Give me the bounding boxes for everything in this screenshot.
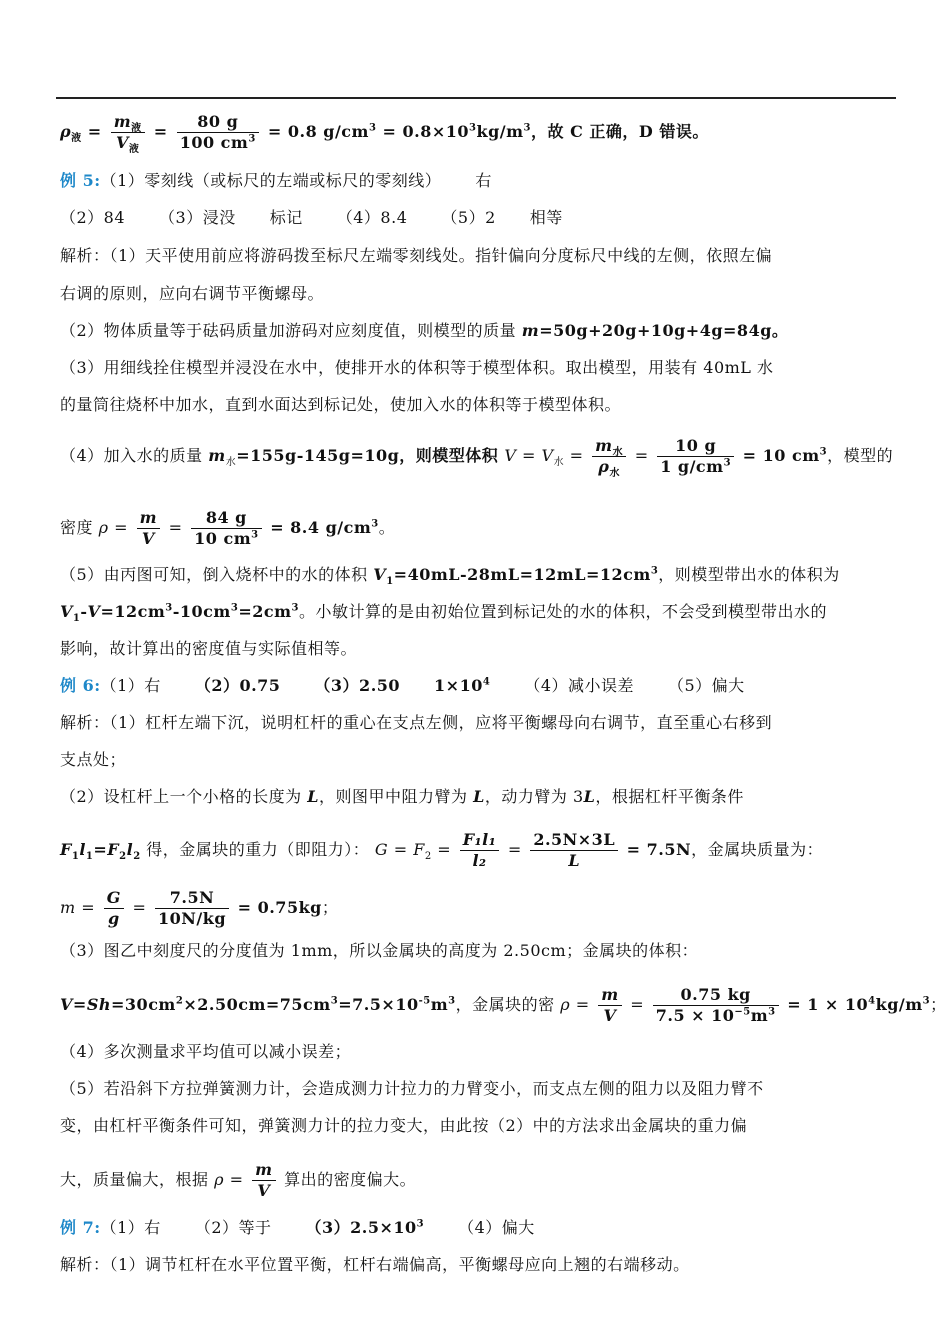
sup: 3 bbox=[230, 602, 239, 614]
text: 影响，故计算出的密度值与实际值相等。 bbox=[60, 639, 358, 658]
answer-item: （4）偏大 bbox=[458, 1218, 535, 1237]
formula-mass bbox=[60, 888, 338, 929]
text: 支点处； bbox=[60, 750, 127, 769]
paragraph bbox=[60, 1078, 764, 1100]
result: = 0.8×10 bbox=[376, 122, 470, 141]
den: V bbox=[257, 1181, 271, 1200]
text: 解析：（1）杠杆左端下沉，说明杠杆的重心在支点左侧，应将平衡螺母向右调节，直至重心右移到 bbox=[60, 713, 773, 732]
den: ρ bbox=[598, 457, 610, 476]
answer-text: 右 bbox=[475, 171, 492, 190]
formula-model-volume bbox=[60, 436, 894, 480]
paragraph bbox=[60, 749, 126, 771]
paragraph bbox=[60, 638, 357, 660]
example-7-answers bbox=[60, 1217, 535, 1239]
num: m bbox=[113, 112, 132, 131]
text: =2cm bbox=[238, 602, 292, 621]
paragraph bbox=[60, 712, 772, 734]
sup: -5 bbox=[418, 995, 431, 1007]
num-sub: 水 bbox=[612, 447, 624, 459]
text: = bbox=[72, 995, 87, 1014]
den-sub: 液 bbox=[128, 144, 140, 156]
var: m bbox=[208, 446, 226, 465]
text: -10cm bbox=[172, 602, 231, 621]
formula-model-density bbox=[60, 508, 395, 549]
var: V bbox=[373, 565, 387, 584]
fraction bbox=[104, 888, 124, 929]
answer-item: （3）2.5×10 bbox=[305, 1218, 417, 1237]
num: F₁l₁ bbox=[460, 830, 499, 851]
paragraph bbox=[60, 283, 324, 305]
sup: 4 bbox=[482, 676, 491, 688]
fraction bbox=[657, 436, 734, 477]
eq: = bbox=[132, 898, 153, 917]
fraction-values bbox=[177, 112, 259, 153]
example-label: 例 7: bbox=[60, 1218, 101, 1237]
var: Sh bbox=[86, 995, 112, 1014]
example-label: 例 5: bbox=[60, 171, 101, 190]
var: V bbox=[60, 995, 73, 1014]
example-5-answers bbox=[60, 207, 563, 229]
fraction bbox=[137, 508, 160, 549]
result-sup: 3 bbox=[922, 995, 931, 1007]
text: ，则模型带出水的体积为 bbox=[658, 565, 840, 584]
text: 解析：（1）天平使用前应将游码拨至标尺左端零刻线处。指针偏向分度标尺中线的左侧，依照左偏 bbox=[60, 246, 773, 265]
answer-text: （1）零刻线（或标尺的左端或标尺的零刻线） bbox=[100, 171, 442, 190]
answer-item: 标记 bbox=[269, 208, 303, 227]
eq: = bbox=[168, 518, 189, 537]
eq: = bbox=[87, 122, 102, 141]
result-sup: 3 bbox=[469, 122, 477, 134]
answer-item: （4）8.4 bbox=[336, 208, 408, 227]
num: 84 g bbox=[191, 508, 261, 529]
num: 10 g bbox=[657, 436, 734, 457]
text: ，则图甲中阻力臂为 bbox=[319, 787, 474, 806]
num: m bbox=[595, 436, 613, 455]
den: L bbox=[568, 851, 581, 870]
answer-item: （2）0.75 bbox=[194, 676, 281, 695]
text: =50g+20g+10g+4g=84g。 bbox=[539, 321, 789, 340]
text: （3）用细线拴住模型并浸没在水中，使排开水的体积等于模型体积。取出模型，用装有 40mL 水 bbox=[60, 358, 774, 377]
text: =30cm bbox=[111, 995, 176, 1014]
var-sub: 1 bbox=[386, 576, 394, 588]
text: ，根据杠杆平衡条件 bbox=[595, 787, 744, 806]
den: g bbox=[107, 909, 120, 928]
result: = 10 cm bbox=[742, 446, 820, 465]
var: L bbox=[583, 787, 596, 806]
var: V bbox=[541, 446, 554, 465]
text: ，动力臂为 3 bbox=[484, 787, 584, 806]
den: 100 cm bbox=[179, 133, 249, 152]
paragraph bbox=[60, 601, 827, 623]
sup: 3 bbox=[650, 565, 659, 577]
text: （2）设杠杆上一个小格的长度为 bbox=[60, 787, 308, 806]
result: kg/m bbox=[875, 995, 923, 1014]
answer-item: （3）2.50 bbox=[314, 676, 401, 695]
text: （5）由丙图可知，倒入烧杯中的水的体积 bbox=[60, 565, 374, 584]
var-sub: 2 bbox=[133, 851, 141, 863]
var: m bbox=[521, 321, 540, 340]
paragraph bbox=[60, 245, 772, 267]
var: F bbox=[60, 840, 72, 859]
sup: 3 bbox=[165, 602, 173, 614]
text: 算出的密度偏大。 bbox=[278, 1170, 417, 1189]
den-sup: 3 bbox=[251, 529, 259, 541]
example-5-answer bbox=[60, 170, 492, 192]
den-sup: −5 bbox=[734, 1006, 751, 1018]
var: l bbox=[126, 840, 134, 859]
result-sup: 3 bbox=[819, 446, 828, 458]
sup: 3 bbox=[448, 995, 456, 1007]
den: 10 cm bbox=[194, 529, 252, 548]
text: （4）加入水的质量 bbox=[60, 446, 209, 465]
den: 1 g/cm bbox=[660, 457, 724, 476]
var: G bbox=[374, 840, 389, 859]
var-sub: 1 bbox=[71, 851, 80, 863]
paragraph bbox=[60, 1115, 747, 1137]
eq: = bbox=[153, 122, 168, 141]
eq: = bbox=[224, 1170, 250, 1189]
sup: 3 bbox=[291, 602, 299, 614]
answer-item: （1）右 bbox=[100, 1218, 161, 1237]
var: ρ bbox=[214, 1170, 224, 1189]
var: m bbox=[60, 898, 76, 917]
result: = 8.4 g/cm bbox=[270, 518, 372, 537]
fraction-m-v bbox=[111, 112, 145, 156]
text: 右调的原则，应向右调节平衡螺母。 bbox=[60, 284, 325, 303]
var-sub: 水 bbox=[225, 457, 237, 469]
fraction bbox=[460, 830, 499, 871]
text: 。 bbox=[378, 518, 396, 537]
text: 。小敏计算的是由初始位置到标记处的水的体积，不会受到模型带出水的 bbox=[299, 602, 828, 621]
answer-item: （4）减小误差 bbox=[524, 676, 634, 695]
fraction bbox=[592, 436, 626, 480]
paragraph bbox=[60, 786, 744, 808]
den: l₂ bbox=[472, 851, 487, 870]
num: m bbox=[137, 508, 160, 529]
result-sup: 3 bbox=[523, 122, 531, 134]
paragraph bbox=[60, 394, 621, 416]
eq: = bbox=[564, 446, 590, 465]
var-sub: 2 bbox=[424, 851, 432, 863]
paragraph bbox=[60, 940, 698, 962]
result: = 7.5N bbox=[626, 840, 692, 859]
den: V bbox=[603, 1006, 617, 1025]
example-6-answers bbox=[60, 675, 745, 697]
sup: 2 bbox=[175, 995, 184, 1007]
num: 80 g bbox=[177, 112, 259, 133]
den: V bbox=[115, 133, 129, 152]
eq: = bbox=[507, 840, 528, 859]
answer-item: （2）84 bbox=[60, 208, 126, 227]
text: =7.5×10 bbox=[338, 995, 419, 1014]
fraction bbox=[598, 985, 621, 1026]
var: ρ bbox=[560, 995, 571, 1014]
text: 得，金属块的重力（即阻力）： bbox=[140, 840, 370, 859]
text: ； bbox=[321, 898, 339, 917]
fraction bbox=[191, 508, 261, 549]
formula-liquid-density bbox=[60, 112, 709, 156]
answer-item: 1×10 bbox=[434, 676, 483, 695]
text: 解析：（1）调节杠杆在水平位置平衡，杠杆右端偏高，平衡螺母应向上翘的右端移动。 bbox=[60, 1255, 690, 1274]
var: V bbox=[504, 446, 517, 465]
var: V bbox=[87, 602, 101, 621]
text: ，金属块质量为： bbox=[691, 840, 824, 859]
num: m bbox=[598, 985, 621, 1006]
paragraph bbox=[60, 564, 840, 586]
paragraph bbox=[60, 357, 774, 379]
eq: = bbox=[431, 840, 457, 859]
text: =155g-145g=10g，则模型体积 bbox=[236, 446, 505, 465]
result: = 0.75kg bbox=[237, 898, 322, 917]
result: kg/m bbox=[476, 122, 524, 141]
example-label: 例 6: bbox=[60, 676, 101, 695]
text: ，金属块的密 bbox=[455, 995, 561, 1014]
result: = 1 × 10 bbox=[787, 995, 869, 1014]
var-sub: 2 bbox=[119, 851, 127, 863]
paragraph bbox=[60, 1254, 690, 1276]
result-sup: 3 bbox=[368, 122, 377, 134]
rho-symbol: ρ bbox=[60, 122, 72, 141]
var-sub: 1 bbox=[85, 851, 94, 863]
conclusion: ，故 C 正确，D 错误。 bbox=[531, 122, 709, 141]
text: （5）若沿斜下方拉弹簧测力计，会造成测力计拉力的力臂变小，而支点左侧的阻力以及阻力臂不 bbox=[60, 1079, 764, 1098]
header-rule bbox=[56, 97, 896, 99]
text: （4）多次测量求平均值可以减小误差； bbox=[60, 1042, 352, 1061]
sup: 3 bbox=[330, 995, 339, 1007]
den-sub: 水 bbox=[609, 468, 620, 480]
text: 密度 bbox=[60, 518, 99, 537]
text: - bbox=[80, 602, 88, 621]
paragraph bbox=[60, 1041, 351, 1063]
text: （3）图乙中刻度尺的分度值为 1mm，所以金属块的高度为 2.50cm；金属块的体积： bbox=[60, 941, 699, 960]
den: V bbox=[141, 529, 155, 548]
den-sup: 3 bbox=[768, 1006, 776, 1018]
formula-density-metal bbox=[60, 985, 947, 1026]
num: 0.75 kg bbox=[653, 985, 779, 1006]
var: F bbox=[413, 840, 425, 859]
fraction bbox=[155, 888, 229, 929]
eq: = bbox=[75, 898, 101, 917]
den: m bbox=[750, 1006, 769, 1025]
text: （2）物体质量等于砝码质量加游码对应刻度值，则模型的质量 bbox=[60, 321, 522, 340]
fraction bbox=[252, 1160, 275, 1201]
text: 大，质量偏大，根据 bbox=[60, 1170, 215, 1189]
num: 7.5N bbox=[155, 888, 229, 909]
result: = 0.8 g/cm bbox=[267, 122, 369, 141]
formula-gravity bbox=[60, 830, 823, 871]
text: =12cm bbox=[100, 602, 166, 621]
num: m bbox=[252, 1160, 275, 1181]
eq: = bbox=[93, 840, 108, 859]
eq: = bbox=[570, 995, 596, 1014]
var-sub: 水 bbox=[553, 457, 565, 469]
var-sub: 1 bbox=[72, 613, 81, 625]
text: ×2.50cm=75cm bbox=[183, 995, 331, 1014]
var: L bbox=[473, 787, 485, 806]
answer-item: （2）等于 bbox=[194, 1218, 272, 1237]
sup: 3 bbox=[416, 1218, 425, 1230]
num: 2.5N×3L bbox=[530, 830, 618, 851]
eq: = bbox=[516, 446, 542, 465]
var: ρ bbox=[98, 518, 109, 537]
den-sup: 3 bbox=[723, 457, 732, 469]
answer-item: 相等 bbox=[529, 208, 563, 227]
fraction bbox=[653, 985, 779, 1026]
num-sub: 液 bbox=[131, 123, 142, 135]
eq: = bbox=[108, 518, 134, 537]
formula-density-conclusion bbox=[60, 1160, 416, 1201]
den: 7.5 × 10 bbox=[655, 1006, 735, 1025]
answer-item: （5）偏大 bbox=[668, 676, 745, 695]
text: ； bbox=[930, 995, 947, 1014]
num: G bbox=[104, 888, 124, 909]
text: m bbox=[430, 995, 449, 1014]
answer-item: （5）2 bbox=[441, 208, 496, 227]
result-sup: 3 bbox=[371, 518, 379, 530]
paragraph bbox=[60, 320, 788, 342]
text: 变，由杠杆平衡条件可知，弹簧测力计的拉力变大，由此按（2）中的方法求出金属块的重力偏 bbox=[60, 1116, 748, 1135]
answer-item: （1）右 bbox=[100, 676, 161, 695]
var: V bbox=[60, 602, 73, 621]
rho-sub: 液 bbox=[71, 133, 82, 145]
var: F bbox=[107, 840, 120, 859]
answer-item: （3）浸没 bbox=[159, 208, 236, 227]
eq: = bbox=[634, 446, 655, 465]
text: ，模型的 bbox=[827, 446, 894, 465]
eq: = bbox=[388, 840, 414, 859]
fraction bbox=[530, 830, 618, 871]
den-sup: 3 bbox=[248, 133, 256, 145]
text: =40mL-28mL=12mL=12cm bbox=[393, 565, 651, 584]
text: 的量筒往烧杯中加水，直到水面达到标记处，使加入水的体积等于模型体积。 bbox=[60, 395, 622, 414]
den: 10N/kg bbox=[158, 909, 227, 928]
eq: = bbox=[630, 995, 650, 1014]
var: l bbox=[79, 840, 86, 859]
var: L bbox=[307, 787, 320, 806]
result-sup: 4 bbox=[868, 995, 876, 1007]
